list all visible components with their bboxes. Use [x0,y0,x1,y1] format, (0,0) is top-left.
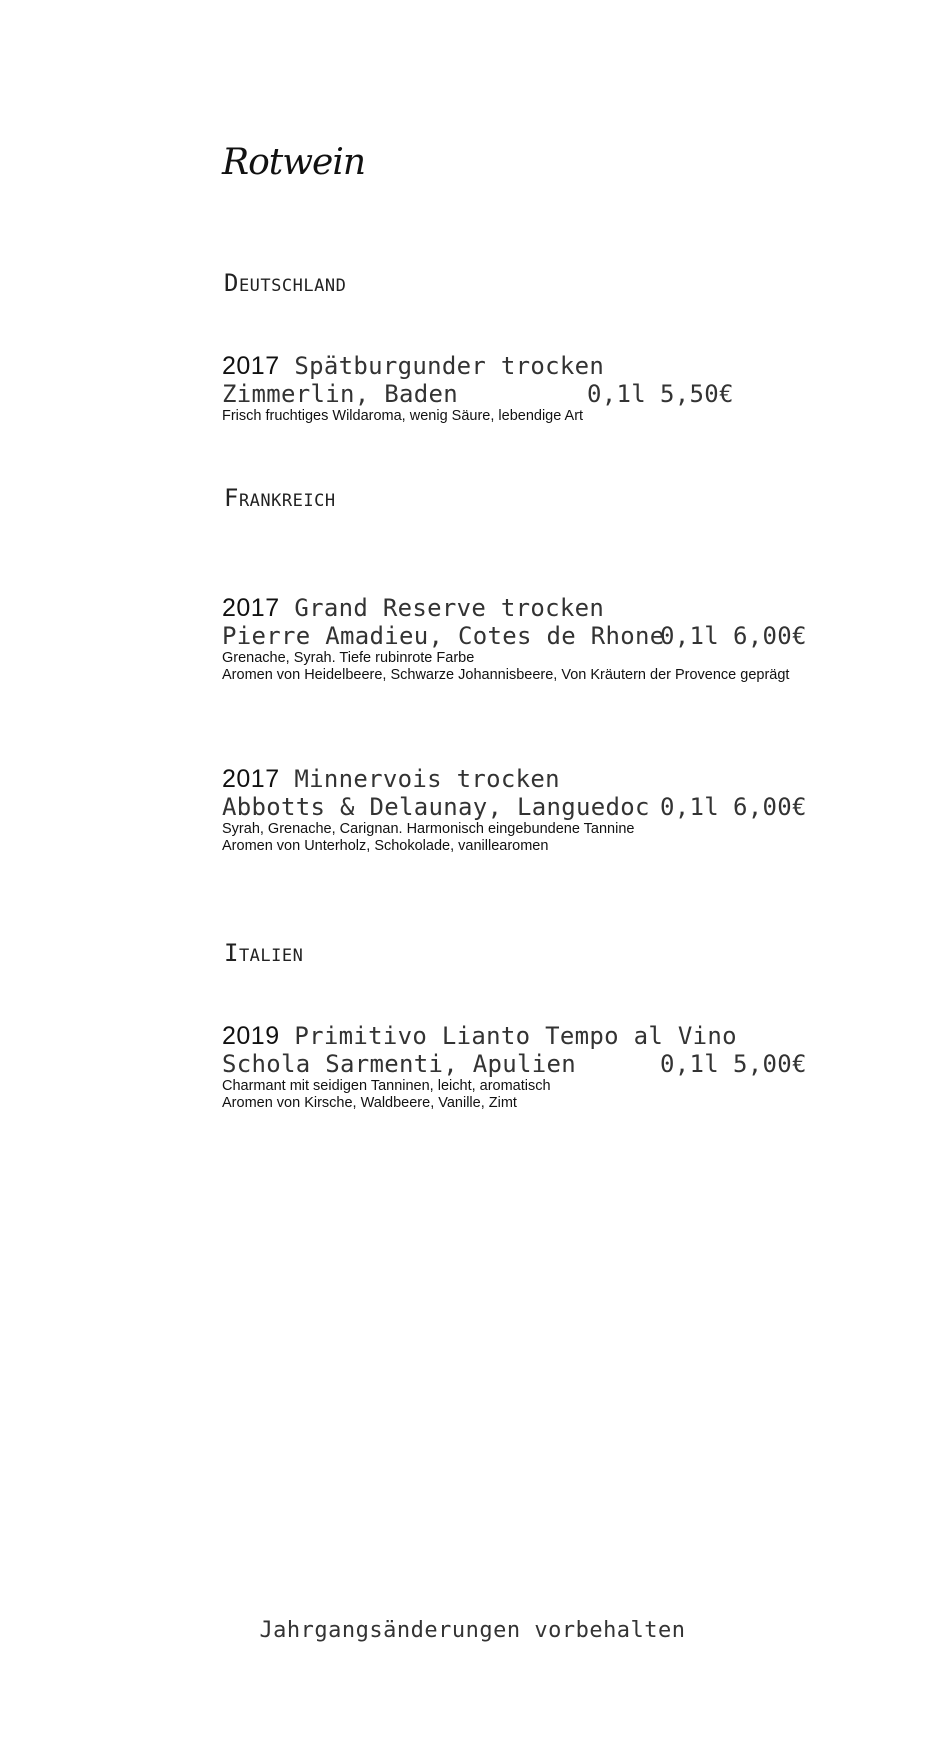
wine-name: Minnervois trocken [294,765,560,793]
wine-producer-line [222,793,822,821]
region-heading-italien: Italien [224,939,304,967]
wine-description-line: Charmant mit seidigen Tanninen, leicht, aromatisch [222,1078,551,1094]
footer-note: Jahrgangsänderungen vorbehalten [259,1618,686,1643]
wine-name: Primitivo Lianto Tempo al Vino [294,1022,737,1050]
wine-price: 5,00€ [733,1050,807,1078]
wine-year: 2019 [222,1022,280,1050]
wine-description-line: Syrah, Grenache, Carignan. Harmonisch eingebundene Tannine [222,821,635,837]
wine-year: 2017 [222,765,280,793]
wine-title-line [222,765,822,793]
region-heading-frankreich: Frankreich [224,484,336,512]
wine-quantity: 0,1l [660,622,719,650]
region-heading-deutschland: Deutschland [224,269,347,297]
wine-producer: Schola Sarmenti, Apulien [222,1050,576,1078]
wine-description-line: Grenache, Syrah. Tiefe rubinrote Farbe [222,650,475,666]
wine-producer: Abbotts & Delaunay, Languedoc [222,793,650,821]
wine-price: 6,00€ [733,793,807,821]
wine-description-line: Aromen von Kirsche, Waldbeere, Vanille, Zimt [222,1095,517,1111]
wine-producer-line [222,622,822,650]
wine-description-line: Aromen von Heidelbeere, Schwarze Johannisbeere, Von Kräutern der Provence geprägt [222,667,790,683]
wine-year: 2017 [222,594,280,622]
wine-entry [222,352,822,425]
wine-name: Spätburgunder trocken [294,352,605,380]
wine-entry [222,765,822,855]
wine-price: 6,00€ [733,622,807,650]
wine-price: 5,50€ [660,380,734,408]
wine-year: 2017 [222,352,280,380]
wine-title-line [222,1022,822,1050]
wine-producer: Pierre Amadieu, Cotes de Rhone [222,622,665,650]
wine-title-line [222,352,822,380]
wine-entry [222,594,822,684]
wine-producer: Zimmerlin, Baden [222,380,458,408]
wine-quantity: 0,1l [660,1050,719,1078]
wine-quantity: 0,1l [660,793,719,821]
wine-producer-line [222,380,822,408]
wine-entry [222,1022,822,1112]
wine-title-line [222,594,822,622]
wine-quantity: 0,1l [587,380,646,408]
page-title: Rotwein [222,142,366,183]
wine-description-line: Frisch fruchtiges Wildaroma, wenig Säure, lebendige Art [222,408,584,424]
wine-producer-line [222,1050,822,1078]
wine-name: Grand Reserve trocken [294,594,605,622]
wine-description-line: Aromen von Unterholz, Schokolade, vanillearomen [222,838,549,854]
